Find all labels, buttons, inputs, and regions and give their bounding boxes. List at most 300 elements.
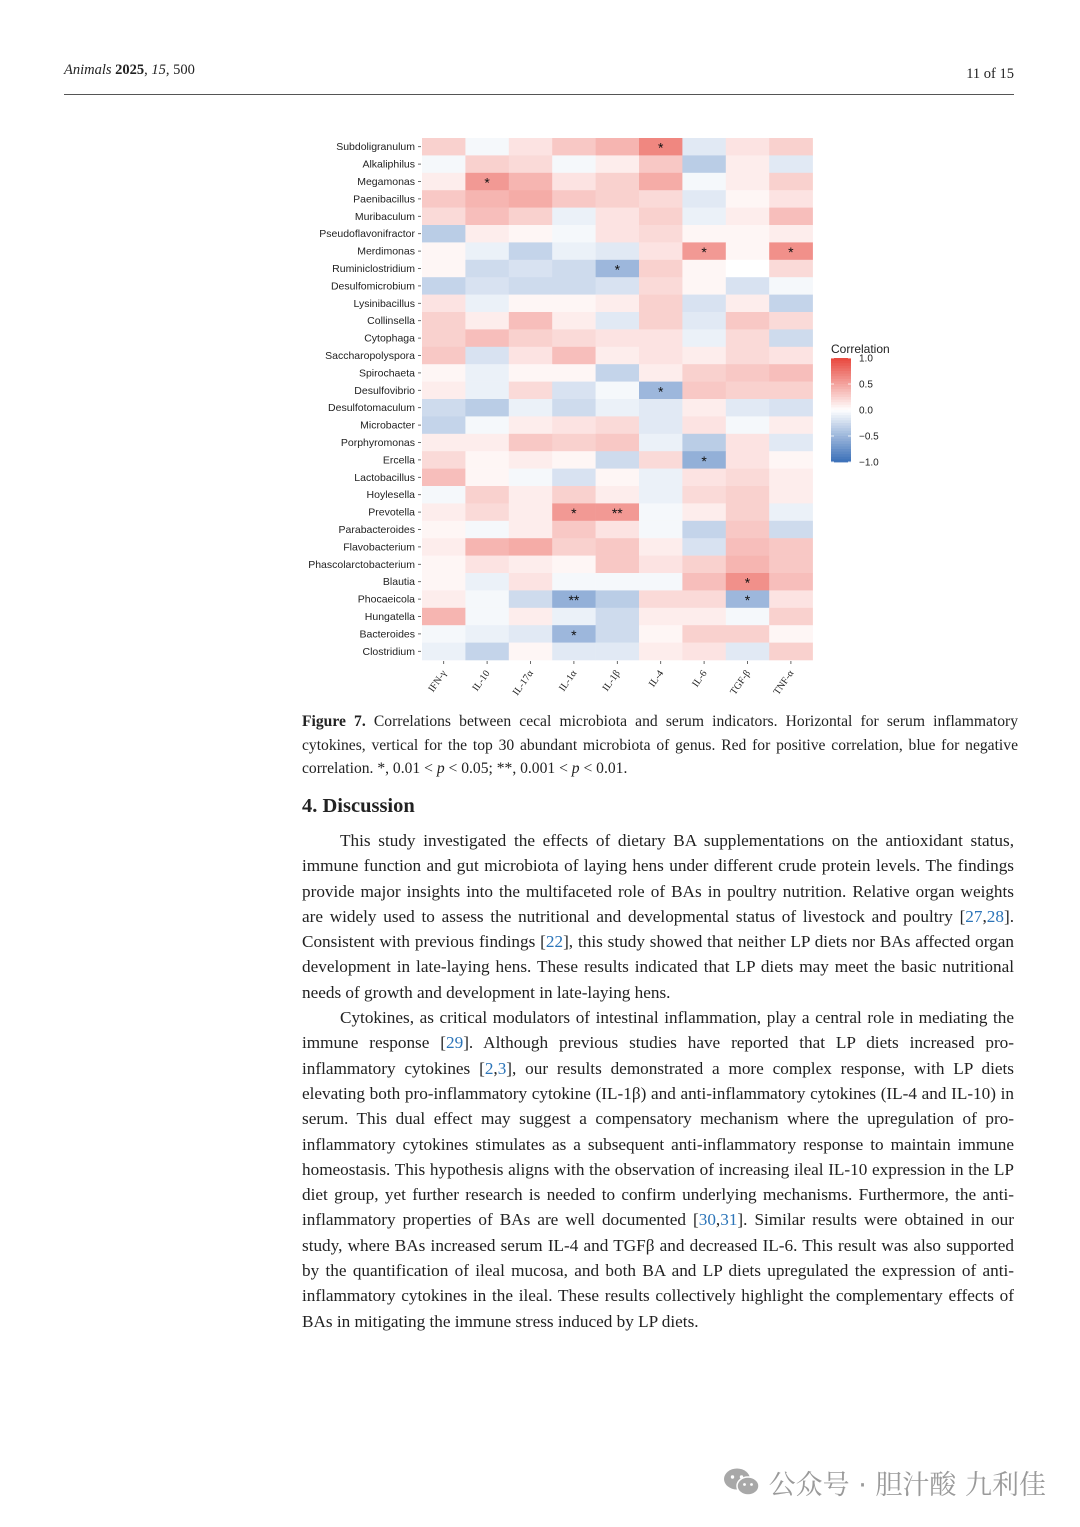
- section-heading: 4. Discussion: [302, 795, 415, 817]
- heatmap-cell: [552, 399, 596, 417]
- heatmap-cell: [682, 590, 726, 608]
- heatmap-cell: [509, 260, 553, 278]
- heatmap-cell: [639, 208, 683, 226]
- heatmap-cell: [769, 260, 813, 278]
- row-label: Lysinibacillus: [353, 297, 415, 310]
- heatmap-cell: [509, 469, 553, 487]
- row-label: Muribaculum: [354, 210, 415, 223]
- heatmap-cell: [682, 312, 726, 330]
- paragraph-1: [302, 828, 1014, 1005]
- heatmap-cell: [769, 625, 813, 643]
- heatmap-cell: [596, 382, 640, 400]
- heatmap-cell: [682, 521, 726, 539]
- heatmap-cell: [552, 138, 596, 156]
- heatmap-cell: [639, 329, 683, 347]
- p2-text-2: ]. Although previous studies have reported that LP diets increased pro-inflammatory cytokines [: [302, 1033, 1014, 1078]
- heatmap-cell: [682, 503, 726, 521]
- heatmap-cell: [465, 382, 509, 400]
- column-label: IL-6: [690, 668, 710, 690]
- heatmap-cell: [639, 260, 683, 278]
- legend-gradient-segment: [831, 413, 851, 416]
- legend-gradient-segment: [831, 452, 851, 455]
- legend-tick-label: 0.5: [859, 379, 873, 391]
- legend-gradient-segment: [831, 415, 851, 418]
- caption-text-2: < 0.05; **, 0.001 <: [444, 760, 572, 777]
- p2-comma-2: ,: [715, 1210, 721, 1230]
- p1-text-1: This study investigated the effects of dietary BA supplementations on the antioxidant status, immune function and gut microbiota of laying hens under different crude protein levels. The findings provide major insights into the multifaceted role of BAs in poultry nutrition. Relative organ weights are widely used to assess the nutritional and developmental status of livestock and poultry [: [302, 831, 1014, 926]
- caption-p-2: p: [571, 760, 580, 777]
- heatmap-cell: [596, 173, 640, 191]
- heatmap-cell: [465, 260, 509, 278]
- row-label: Cytophaga: [364, 332, 415, 345]
- wechat-icon: [723, 1467, 761, 1497]
- heatmap-cell: [509, 382, 553, 400]
- heatmap-cell: [769, 208, 813, 226]
- significance-mark: *: [571, 626, 577, 643]
- heatmap-cell: [769, 416, 813, 434]
- row-label: Spirochaeta: [358, 367, 415, 380]
- heatmap-cell: [769, 225, 813, 243]
- heatmap-cell: [769, 573, 813, 591]
- heatmap-cell: [509, 399, 553, 417]
- heatmap-cell: [769, 155, 813, 173]
- heatmap-cell: [682, 573, 726, 591]
- heatmap-cell: [769, 173, 813, 191]
- heatmap-cell: [726, 434, 770, 452]
- legend-gradient-segment: [831, 410, 851, 413]
- heatmap-cell: [682, 382, 726, 400]
- row-label: Parabacteroides: [338, 524, 415, 536]
- heatmap-cell: [639, 242, 683, 260]
- heatmap-cell: [552, 347, 596, 365]
- heatmap-cell: [682, 155, 726, 173]
- p2-text-4: ]. Similar results were obtained in our study, where BAs increased serum IL-4 and TGFβ and decreased IL-6. This result was also supported by the quantification of ileal mucosa, and both BA and LP diets upregulated the expression of anti-inflammatory cytokines in the ileal. These results collectively highlight the complementary effects of BAs in mitigating the immune stress induced by LP diets.: [302, 1210, 1015, 1331]
- heatmap-cell: [509, 364, 553, 382]
- heatmap-cell: [769, 295, 813, 313]
- row-label: Desulfomicrobium: [330, 280, 415, 293]
- row-label: Collinsella: [367, 315, 415, 328]
- legend-gradient-segment: [831, 441, 851, 444]
- legend-gradient-segment: [831, 457, 851, 460]
- heatmap-cell: [726, 399, 770, 417]
- heatmap-cell: [422, 469, 466, 487]
- legend-gradient-segment: [831, 454, 851, 457]
- heatmap-cell: [509, 643, 553, 661]
- row-label: Pseudoflavonifractor: [319, 228, 415, 241]
- heatmap-cell: [465, 486, 509, 504]
- heatmap-cell: [509, 625, 553, 643]
- heatmap-cell: [509, 556, 553, 574]
- reference-link[interactable]: 30: [698, 1210, 716, 1230]
- heatmap-cell: [726, 538, 770, 556]
- legend-tick-label: −0.5: [859, 431, 879, 443]
- heatmap-cell: [596, 521, 640, 539]
- heatmap-cell: [422, 451, 466, 469]
- heatmap-cell: [639, 155, 683, 173]
- heatmap-cell: [552, 521, 596, 539]
- heatmap-cell: [422, 277, 466, 295]
- heatmap-cell: [726, 503, 770, 521]
- figure-caption: [302, 710, 1018, 781]
- heatmap-cell: [465, 208, 509, 226]
- heatmap-cell: [682, 277, 726, 295]
- heatmap-cell: [769, 469, 813, 487]
- legend-gradient-segment: [831, 439, 851, 442]
- heatmap-cell: [596, 155, 640, 173]
- heatmap-cell: [509, 208, 553, 226]
- p2-text-1: Cytokines, as critical modulators of intestinal inflammation, play a central role in mediating the immune response [: [302, 1008, 1014, 1053]
- heatmap-cell: [726, 155, 770, 173]
- p1-text-3: ], this study showed that neither LP diets nor BAs affected organ development in late-laying hens. These results indicated that LP diets may meet the basic nutritional needs of growth and development in late-laying hens.: [302, 932, 1014, 1002]
- caption-text-3: < 0.01.: [579, 760, 628, 777]
- heatmap-cell: [682, 486, 726, 504]
- heatmap-cell: [726, 469, 770, 487]
- heatmap-cell: [552, 469, 596, 487]
- heatmap-cell: [509, 138, 553, 156]
- row-label: Saccharopolyspora: [325, 350, 415, 362]
- heatmap-cell: [726, 208, 770, 226]
- heatmap-cell: [682, 329, 726, 347]
- legend-gradient-segment: [831, 397, 851, 400]
- heatmap-cell: [422, 382, 466, 400]
- heatmap-cell: [422, 503, 466, 521]
- legend-gradient-segment: [831, 418, 851, 421]
- heatmap-cell: [552, 434, 596, 452]
- significance-mark: *: [571, 505, 577, 522]
- heatmap-cell: [552, 295, 596, 313]
- heatmap-cell: [769, 521, 813, 539]
- heatmap-cell: [682, 643, 726, 661]
- heatmap-cell: [682, 173, 726, 191]
- heatmap-cell: [422, 329, 466, 347]
- heatmap-cell: [552, 364, 596, 382]
- column-label: IL-17α: [510, 668, 536, 698]
- row-label: Subdoligranulum: [336, 141, 415, 154]
- legend-gradient-segment: [831, 389, 851, 392]
- heatmap-cell: [509, 329, 553, 347]
- heatmap-cell: [769, 329, 813, 347]
- journal-year: 2025: [115, 62, 145, 78]
- heatmap-cell: [682, 225, 726, 243]
- heatmap-cell: [465, 242, 509, 260]
- heatmap-cell: [682, 208, 726, 226]
- heatmap-cell: [465, 295, 509, 313]
- heatmap-cell: [552, 242, 596, 260]
- page-header: [64, 58, 1014, 95]
- heatmap-cell: [509, 503, 553, 521]
- heatmap-cell: [639, 556, 683, 574]
- heatmap-cell: [769, 277, 813, 295]
- heatmap-cell: [726, 347, 770, 365]
- heatmap-cell: [769, 347, 813, 365]
- legend-gradient-segment: [831, 428, 851, 431]
- heatmap-cell: [552, 190, 596, 208]
- heatmap-cell: [726, 225, 770, 243]
- reference-link[interactable]: 27: [965, 906, 983, 926]
- heatmap-cell: [596, 138, 640, 156]
- legend-gradient-segment: [831, 436, 851, 439]
- heatmap-cell: [422, 242, 466, 260]
- heatmap-cell: [682, 295, 726, 313]
- heatmap-cell: [769, 434, 813, 452]
- heatmap-cell: [596, 329, 640, 347]
- heatmap-cell: [552, 329, 596, 347]
- reference-link[interactable]: 31: [720, 1210, 738, 1230]
- heatmap-cell: [639, 643, 683, 661]
- heatmap-cell: [596, 295, 640, 313]
- legend-title: Correlation: [831, 342, 890, 356]
- reference-link[interactable]: 2: [484, 1058, 494, 1078]
- heatmap-cell: [465, 573, 509, 591]
- heatmap-cell: [726, 242, 770, 260]
- heatmap-cell: [422, 190, 466, 208]
- heatmap-cell: [509, 347, 553, 365]
- heatmap-cell: [596, 451, 640, 469]
- p2-text-3: ], our results demonstrated a more complex response, with LP diets elevating both pro-inflammatory cytokine (IL-1β) and anti-inflammatory cytokines (IL-4 and IL-10) in serum. This dual effect may suggest a compensatory mechanism where the upregulation of pro-inflammatory cytokines stimulates as a subsequent anti-inflammatory response to maintain immune homeostasis. This hypothesis aligns with the observation of increasing ileal IL-10 expression in the LP diet group, yet further research is needed to confirm underlying mechanisms. Furthermore, the anti-inflammatory properties of BAs are well documented [: [302, 1058, 1014, 1230]
- row-label: Porphyromonas: [340, 437, 415, 449]
- heatmap-cell: [465, 503, 509, 521]
- heatmap-cell: [422, 625, 466, 643]
- heatmap-cell: [422, 347, 466, 365]
- legend-tick-label: 0.0: [859, 405, 873, 417]
- heatmap-cell: [465, 155, 509, 173]
- heatmap-cell: [596, 225, 640, 243]
- heatmap-cell: [509, 590, 553, 608]
- heatmap-cell: [465, 451, 509, 469]
- heatmap-cell: [596, 399, 640, 417]
- heatmap-cell: [726, 364, 770, 382]
- heatmap-cell: [682, 608, 726, 626]
- heatmap-cell: [465, 190, 509, 208]
- legend-gradient-segment: [831, 426, 851, 429]
- heatmap-cell: [509, 312, 553, 330]
- heatmap-cell: [422, 608, 466, 626]
- heatmap-cell: [465, 434, 509, 452]
- heatmap-cell: [639, 503, 683, 521]
- significance-mark: *: [788, 244, 794, 261]
- heatmap-cell: [552, 538, 596, 556]
- heatmap-cell: [639, 573, 683, 591]
- heatmap-cell: [726, 312, 770, 330]
- heatmap-cell: [726, 382, 770, 400]
- legend-gradient-segment: [831, 384, 851, 387]
- heatmap-cell: [639, 364, 683, 382]
- heatmap-cell: [726, 416, 770, 434]
- heatmap-cell: [769, 556, 813, 574]
- heatmap-cell: [422, 295, 466, 313]
- heatmap-cell: [596, 538, 640, 556]
- heatmap-cell: [769, 364, 813, 382]
- heatmap-cell: [422, 173, 466, 191]
- heatmap-cell: [465, 608, 509, 626]
- heatmap-cell: [596, 469, 640, 487]
- row-label: Flavobacterium: [343, 541, 415, 554]
- heatmap-cell: [726, 451, 770, 469]
- heatmap-cell: [509, 190, 553, 208]
- caption-text-1: Correlations between cecal microbiota and serum indicators. Horizontal for serum inflammatory cytokines, vertical for the top 30 abundant microbiota of genus. Red for positive correlation, blue for negative correlation. *, 0.01 <: [302, 713, 1018, 777]
- legend-gradient-segment: [831, 363, 851, 366]
- journal-name: Animals: [64, 62, 112, 78]
- heatmap-cell: [552, 260, 596, 278]
- column-label: IFN-γ: [426, 668, 450, 695]
- p1-text-2: ]. Consistent with previous findings [: [302, 906, 1014, 952]
- legend-tick-label: −1.0: [859, 457, 879, 469]
- heatmap-cell: [596, 434, 640, 452]
- heatmap-cell: [769, 312, 813, 330]
- heatmap-cell: [639, 434, 683, 452]
- heatmap-cell: [726, 295, 770, 313]
- heatmap-cell: [422, 225, 466, 243]
- significance-mark: *: [657, 383, 664, 400]
- heatmap-cell: [726, 556, 770, 574]
- row-label: Megamonas: [357, 176, 415, 188]
- heatmap-cell: [422, 538, 466, 556]
- heatmap-cell: [509, 486, 553, 504]
- significance-mark: *: [744, 592, 751, 609]
- heatmap-cell: [552, 208, 596, 226]
- reference-link[interactable]: 28: [986, 906, 1004, 926]
- heatmap-cell: [422, 399, 466, 417]
- heatmap-cell: [465, 625, 509, 643]
- caption-p-1: p: [436, 760, 445, 777]
- legend-gradient-segment: [831, 394, 851, 397]
- heatmap-cell: [465, 277, 509, 295]
- heatmap-cell: [509, 155, 553, 173]
- row-label: Microbacter: [360, 419, 415, 432]
- heatmap-cell: [682, 260, 726, 278]
- heatmap-cell: [596, 190, 640, 208]
- column-label: IL-4: [646, 668, 667, 690]
- heatmap-cell: [682, 138, 726, 156]
- heatmap-cell: [596, 208, 640, 226]
- legend-gradient-segment: [831, 361, 851, 364]
- heatmap-cell: [596, 643, 640, 661]
- p1-comma: ,: [982, 906, 987, 926]
- heatmap-cell: [552, 277, 596, 295]
- correlation-heatmap: [290, 130, 930, 700]
- heatmap-cell: [639, 312, 683, 330]
- heatmap-cell: [422, 312, 466, 330]
- significance-mark: *: [701, 244, 707, 261]
- heatmap-cell: [596, 608, 640, 626]
- heatmap-cell: [596, 364, 640, 382]
- watermark-text: 公众号 · 胆汁酸 九利佳: [768, 1469, 1046, 1501]
- heatmap-cell: [465, 556, 509, 574]
- heatmap-cell: [726, 190, 770, 208]
- heatmap-cell: [596, 625, 640, 643]
- row-label: Ruminiclostridium: [332, 263, 415, 275]
- heatmap-cell: [509, 295, 553, 313]
- legend-gradient-segment: [831, 444, 851, 447]
- legend-gradient-segment: [831, 387, 851, 390]
- heatmap-cell: [726, 486, 770, 504]
- legend-gradient-segment: [831, 358, 851, 361]
- heatmap-cell: [465, 312, 509, 330]
- column-label: TGF-β: [728, 668, 753, 698]
- heatmap-cell: [422, 521, 466, 539]
- heatmap-cell: [682, 556, 726, 574]
- reference-link[interactable]: 3: [497, 1058, 507, 1078]
- heatmap-cell: [422, 590, 466, 608]
- heatmap-cell: [726, 329, 770, 347]
- legend-gradient-segment: [831, 371, 851, 374]
- legend-gradient-segment: [831, 374, 851, 377]
- journal-citation: Animals 2025, 15, 500: [64, 62, 195, 78]
- heatmap-cell: [509, 608, 553, 626]
- figure-label: Figure 7.: [302, 713, 366, 730]
- significance-mark: **: [568, 592, 580, 609]
- heatmap-cell: [639, 625, 683, 643]
- heatmap-cell: [682, 399, 726, 417]
- significance-mark: *: [614, 261, 621, 278]
- heatmap-cell: [509, 225, 553, 243]
- column-label: TNF-α: [771, 668, 797, 698]
- heatmap-cell: [596, 590, 640, 608]
- heatmap-cell: [465, 347, 509, 365]
- heatmap-cell: [509, 573, 553, 591]
- heatmap-cell: [639, 451, 683, 469]
- heatmap-cell: [726, 521, 770, 539]
- heatmap-cell: [552, 573, 596, 591]
- discussion-body: [302, 828, 1014, 1334]
- heatmap-cell: [552, 155, 596, 173]
- heatmap-cell: [682, 347, 726, 365]
- heatmap-cell: [639, 538, 683, 556]
- heatmap-cell: [465, 643, 509, 661]
- heatmap-cell: [726, 643, 770, 661]
- heatmap-cell: [596, 573, 640, 591]
- heatmap-cell: [769, 486, 813, 504]
- reference-link[interactable]: 29: [446, 1033, 464, 1053]
- heatmap-cell: [552, 382, 596, 400]
- heatmap-cell: [596, 556, 640, 574]
- heatmap-cell: [422, 364, 466, 382]
- reference-link[interactable]: 22: [545, 932, 564, 952]
- column-label: IL-10: [470, 668, 493, 694]
- row-label: Paenibacillus: [353, 193, 415, 206]
- journal-volume: 15: [151, 62, 166, 78]
- legend-tick-label: 1.0: [859, 353, 873, 365]
- heatmap-cell: [726, 277, 770, 295]
- heatmap-cell: [465, 225, 509, 243]
- legend-gradient-segment: [831, 368, 851, 371]
- heatmap-cell: [639, 486, 683, 504]
- row-label: Hoylesella: [366, 489, 415, 502]
- heatmap-cell: [509, 451, 553, 469]
- heatmap-cell: [552, 173, 596, 191]
- heatmap-cell: [422, 434, 466, 452]
- legend-gradient-segment: [831, 392, 851, 395]
- heatmap-cell: [639, 347, 683, 365]
- row-label: Lactobacillus: [354, 471, 415, 484]
- heatmap-cell: [639, 225, 683, 243]
- significance-mark: **: [611, 505, 623, 522]
- heatmap-cell: [639, 173, 683, 191]
- heatmap-cell: [509, 173, 553, 191]
- heatmap-cell: [422, 573, 466, 591]
- heatmap-cell: [639, 190, 683, 208]
- significance-mark: *: [744, 574, 751, 591]
- heatmap-cell: [465, 416, 509, 434]
- heatmap-cell: [769, 190, 813, 208]
- legend-gradient-segment: [831, 446, 851, 449]
- heatmap-cell: [639, 608, 683, 626]
- wechat-watermark: [723, 1462, 1046, 1502]
- row-label: Phascolarctobacterium: [308, 558, 415, 571]
- heatmap-cell: [596, 347, 640, 365]
- heatmap-cell: [552, 643, 596, 661]
- heatmap-cell: [465, 538, 509, 556]
